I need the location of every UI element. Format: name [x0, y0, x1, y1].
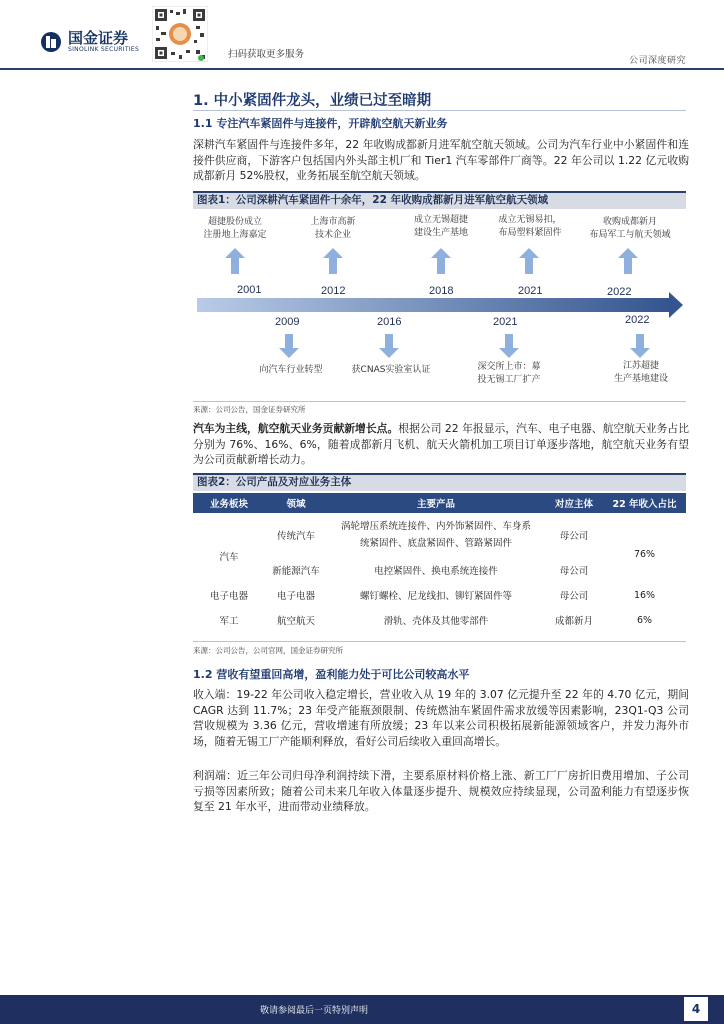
up-arrow-2012: [323, 248, 343, 274]
figure-1-rule: [193, 401, 686, 402]
table-row: [193, 583, 686, 607]
timeline-event-2001: 超捷股份成立 注册地上海嘉定: [203, 217, 267, 240]
paragraph-business-mix: [193, 421, 689, 468]
section-title-rule: [193, 110, 686, 111]
footer-disclaimer: 敬请参阅最后一页特别声明: [260, 1006, 369, 1016]
table-header-row: [193, 493, 686, 513]
table-row: [193, 513, 686, 557]
timeline-year-2009: 2009: [275, 316, 300, 328]
timeline-event-2022b: 江苏超捷 生产基地建设: [613, 361, 668, 384]
timeline-year-2022a: 2022: [607, 286, 632, 298]
figure-1-source: 来源：公司公告，国金证券研究所: [193, 405, 306, 414]
down-arrow-2009: [279, 334, 299, 358]
logo-name-cn: 国金证券: [68, 29, 129, 47]
figure-1-title: 图表1：公司深耕汽车紧固件十余年，22 年收购成都新月进军航空航天领域: [193, 191, 686, 209]
timeline-up-arrows: [225, 248, 638, 274]
col-header-products: 主要产品: [327, 493, 545, 513]
cell-revenue-share: 76%: [633, 548, 656, 560]
timeline-event-2012: 上海市高新 技术企业: [310, 217, 356, 240]
down-arrow-2022b: [630, 334, 650, 358]
down-arrow-2016: [379, 334, 399, 358]
cell-products: 螺钉螺栓、尼龙线扣、铆钉紧固件等: [359, 591, 512, 602]
timeline-year-2012: 2012: [321, 285, 346, 297]
cell-revenue-share: 6%: [636, 614, 653, 626]
cell-entity: 母公司: [559, 566, 589, 577]
report-type: 公司深度研究: [628, 56, 686, 66]
sinolink-logo-icon: [40, 31, 62, 53]
timeline-event-2016: 获CNAS实验室认证: [351, 365, 431, 375]
cell-revenue-share: 16%: [633, 589, 656, 601]
cell-segment: 电子电器: [209, 591, 248, 602]
cell-field: 新能源汽车: [272, 566, 320, 577]
timeline-year-2016: 2016: [377, 316, 402, 328]
timeline-year-2021a: 2021: [518, 285, 543, 297]
timeline-year-2001: 2001: [237, 284, 262, 296]
down-arrow-2021b: [499, 334, 519, 358]
cell-products: 电控紧固件、换电系统连接件: [374, 566, 498, 577]
figure-2-title: 图表2：公司产品及对应业务主体: [193, 473, 686, 491]
paragraph-revenue: 收入端：19-22 年公司收入稳定增长，营业收入从 19 年的 3.07 亿元提升至 22 年的 4.70 亿元，期间 CAGR 达到 11.7%；23 年受产能瓶颈限制、传统燃油车紧固件需求放缓等因素影响，23Q1-Q3 公司营收规模为 3.36 亿元，营收增速有所放缓；23 年以来公司积极拓展新能源领域客户，并发力海外市场，随着无锡工厂产能顺利释放，看好公司后续收入重回高增长。: [193, 688, 689, 748]
cell-field: 电子电器: [276, 591, 315, 602]
table-row: [193, 607, 686, 633]
timeline-bar: [197, 298, 669, 312]
timeline-year-2022b: 2022: [625, 314, 650, 326]
col-header-field: 领域: [265, 493, 327, 513]
cell-segment: 军工: [219, 616, 239, 627]
logo-name-en: SINOLINK SECURITIES: [68, 46, 140, 53]
cell-products: 涡轮增压系统连接件、内外饰紧固件、车身系统紧固件、底盘紧固件、管路紧固件: [340, 521, 531, 549]
paragraph-business-mix-body: 根据公司 22 年报显示，汽车、电子电器、航空航天业务占比分别为 76%、16%、6%，随着成都新月飞机、航天火箭机加工项目订单逐步落地，航空航天业务有望为公司贡献新增长动力。: [193, 422, 689, 466]
company-timeline: [193, 210, 686, 400]
up-arrow-2001: [225, 248, 245, 274]
timeline-event-2022a: 收购成都新月 布局军工与航天领域: [589, 217, 671, 240]
col-header-revenue-share: 22 年收入占比: [603, 493, 686, 513]
up-arrow-2022a: [618, 248, 638, 274]
header-rule: [0, 68, 724, 70]
timeline-event-2021a: 成立无锡易扣， 布局塑料紧固件: [498, 215, 562, 238]
subsection-title-1: 1.1 专注汽车紧固件与连接件，开辟航空航天新业务: [193, 117, 448, 130]
col-header-entity: 对应主体: [545, 493, 603, 513]
timeline-year-2021b: 2021: [493, 316, 518, 328]
section-title: 1. 中小紧固件龙头，业绩已过至暗期: [193, 93, 432, 109]
product-table: [193, 493, 686, 633]
qr-code: [152, 6, 208, 62]
timeline-down-arrows: [279, 334, 650, 358]
cell-field: 传统汽车: [276, 531, 315, 542]
cell-entity: 母公司: [559, 531, 589, 542]
cell-segment: 汽车: [219, 552, 239, 563]
timeline-event-2021b: 深交所上市：募 投无锡工厂扩产: [477, 362, 541, 385]
timeline-year-2018: 2018: [429, 285, 454, 297]
sinolink-logo: [40, 30, 139, 54]
col-header-segment: 业务板块: [193, 493, 265, 513]
up-arrow-2021a: [519, 248, 539, 274]
timeline-event-2018: 成立无锡超捷 建设生产基地: [413, 215, 468, 238]
cell-field: 航空航天: [276, 616, 315, 627]
page-header: [0, 0, 724, 68]
qr-caption: 扫码获取更多服务: [228, 49, 305, 60]
subsection-title-2: 1.2 营收有望重回高增，盈利能力处于可比公司较高水平: [193, 668, 470, 681]
figure-2-source: 来源：公司公告，公司官网，国金证券研究所: [193, 646, 343, 655]
figure-2-rule: [193, 641, 686, 642]
page-number: 4: [684, 997, 708, 1021]
paragraph-business-mix-lead: 汽车为主线，航空航天业务贡献新增长点。: [193, 422, 399, 435]
paragraph-intro: 深耕汽车紧固件与连接件多年，22 年收购成都新月进军航空航天领域。公司为汽车行业中小紧固件和连接件供应商，下游客户包括国内外头部主机厂和 Tier1 汽车零部件厂商等。22 年公司以 1.22 亿元收购成都新月 52%股权，业务拓展至航空航天领域。: [193, 138, 689, 182]
cell-products: 滑轨、壳体及其他零部件: [383, 616, 489, 627]
timeline-event-2009: 向汽车行业转型: [259, 365, 323, 375]
up-arrow-2018: [431, 248, 451, 274]
cell-entity: 成都新月: [554, 616, 593, 627]
cell-entity: 母公司: [559, 591, 589, 602]
paragraph-profit: 利润端：近三年公司归母净利润持续下滑，主要系原材料价格上涨、新工厂厂房折旧费用增加、子公司亏损等因素所致；随着公司未来几年收入体量逐步提升、规模效应持续显现，公司盈利能力有望逐步恢复至 21 年水平，进而带动业绩释放。: [193, 769, 689, 813]
timeline-arrowhead: [669, 292, 683, 318]
